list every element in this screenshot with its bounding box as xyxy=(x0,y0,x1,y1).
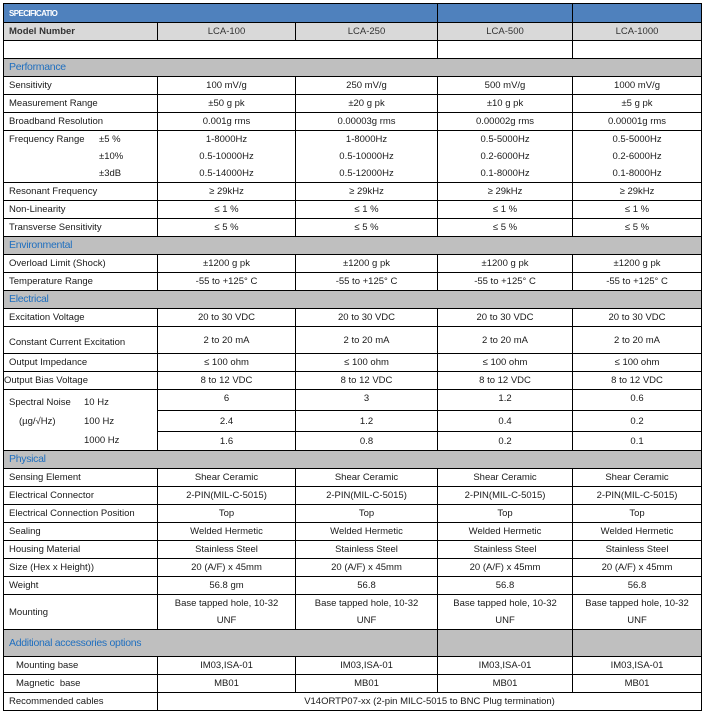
row-mounting-base: Mounting base IM03,ISA-01 IM03,ISA-01 IM03,ISA-01 IM03,ISA-01 xyxy=(4,657,702,675)
section-electrical xyxy=(4,291,702,309)
row-output-impedance: Output Impedance ≤ 100 ohm ≤ 100 ohm ≤ 100 ohm ≤ 100 ohm xyxy=(4,354,702,372)
section-title: Additional accessories options xyxy=(4,630,438,657)
model-lca-250: LCA-250 xyxy=(296,23,438,41)
spectral-noise-unit: (µg/√Hz) xyxy=(19,415,56,427)
row-constant-current: Constant Current Excitation 2 to 20 mA 2 to 20 mA 2 to 20 mA 2 to 20 mA xyxy=(4,327,702,354)
row-frequency-range-1: Frequency Range ±5 % 1-8000Hz 1-8000Hz 0.5-5000Hz 0.5-5000Hz xyxy=(4,131,702,149)
spec-title: SPECIFICATIO xyxy=(4,4,438,23)
section-environmental xyxy=(4,237,702,255)
row-sealing: Sealing Welded Hermetic Welded Hermetic Welded Hermetic Welded Hermetic xyxy=(4,523,702,541)
blank-row xyxy=(4,41,702,59)
section-physical xyxy=(4,451,702,469)
section-title: Electrical xyxy=(4,291,702,309)
section-performance xyxy=(4,59,702,77)
row-output-bias: Output Bias Voltage 8 to 12 VDC 8 to 12 VDC 8 to 12 VDC 8 to 12 VDC xyxy=(4,372,702,390)
row-resonant-frequency: Resonant Frequency ≥ 29kHz ≥ 29kHz ≥ 29kHz ≥ 29kHz xyxy=(4,183,702,201)
row-magnetic-base: Magnetic base MB01 MB01 MB01 MB01 xyxy=(4,675,702,693)
row-size: Size (Hex x Height)) 20 (A/F) x 45mm 20 (A/F) x 45mm 20 (A/F) x 45mm 20 (A/F) x 45mm xyxy=(4,559,702,577)
section-title: Physical xyxy=(4,451,702,469)
row-sensing-element: Sensing Element Shear Ceramic Shear Ceramic Shear Ceramic Shear Ceramic xyxy=(4,469,702,487)
section-title: Performance xyxy=(4,59,702,77)
row-sensitivity: Sensitivity 100 mV/g 250 mV/g 500 mV/g 1000 mV/g xyxy=(4,77,702,95)
row-overload-limit: Overload Limit (Shock) ±1200 g pk ±1200 g pk ±1200 g pk ±1200 g pk xyxy=(4,255,702,273)
model-lca-500: LCA-500 xyxy=(438,23,573,41)
specification-table xyxy=(3,3,702,711)
row-spectral-noise-1: Spectral Noise 10 Hz 6 3 1.2 0.6 xyxy=(4,390,702,411)
row-non-linearity: Non-Linearity ≤ 1 % ≤ 1 % ≤ 1 % ≤ 1 % xyxy=(4,201,702,219)
frequency-range-label: Frequency Range xyxy=(9,134,85,145)
row-recommended-cables: Recommended cables V14ORTP07-xx (2-pin MILC-5015 to BNC Plug termination) xyxy=(4,693,702,711)
title-row xyxy=(4,4,702,23)
spectral-noise-label: Spectral Noise xyxy=(9,396,71,408)
model-number-row xyxy=(4,23,702,41)
row-frequency-range-2: ±10% 0.5-10000Hz 0.5-10000Hz 0.2-6000Hz 0.2-6000Hz xyxy=(4,148,702,165)
row-mounting: Mounting Base tapped hole, 10-32 UNF Base tapped hole, 10-32 UNF Base tapped hole, 10-32 UNF Base tapped hole, 10-32 UNF xyxy=(4,595,702,630)
section-accessories xyxy=(4,630,702,657)
model-lca-100: LCA-100 xyxy=(158,23,296,41)
row-housing-material: Housing Material Stainless Steel Stainless Steel Stainless Steel Stainless Steel xyxy=(4,541,702,559)
row-weight: Weight 56.8 gm 56.8 56.8 56.8 xyxy=(4,577,702,595)
row-spectral-noise-2: (µg/√Hz) 100 Hz 2.4 1.2 0.4 0.2 xyxy=(4,411,702,432)
row-measurement-range: Measurement Range ±50 g pk ±20 g pk ±10 g pk ±5 g pk xyxy=(4,95,702,113)
row-frequency-range-3: ±3dB 0.5-14000Hz 0.5-12000Hz 0.1-8000Hz 0.1-8000Hz xyxy=(4,165,702,183)
section-title: Environmental xyxy=(4,237,702,255)
row-spectral-noise-3: 1000 Hz 1.6 0.8 0.2 0.1 xyxy=(4,432,702,451)
model-number-label: Model Number xyxy=(4,23,158,41)
model-lca-1000: LCA-1000 xyxy=(573,23,702,41)
row-temperature-range: Temperature Range -55 to +125° C -55 to +125° C -55 to +125° C -55 to +125° C xyxy=(4,273,702,291)
row-excitation-voltage: Excitation Voltage 20 to 30 VDC 20 to 30 VDC 20 to 30 VDC 20 to 30 VDC xyxy=(4,309,702,327)
row-connection-position: Electrical Connection Position Top Top Top Top xyxy=(4,505,702,523)
row-broadband-resolution: Broadband Resolution 0.001g rms 0.00003g rms 0.00002g rms 0.00001g rms xyxy=(4,113,702,131)
row-transverse-sensitivity: Transverse Sensitivity ≤ 5 % ≤ 5 % ≤ 5 % ≤ 5 % xyxy=(4,219,702,237)
row-electrical-connector: Electrical Connector 2-PIN(MIL-C-5015) 2-PIN(MIL-C-5015) 2-PIN(MIL-C-5015) 2-PIN(MIL-C-5015) xyxy=(4,487,702,505)
